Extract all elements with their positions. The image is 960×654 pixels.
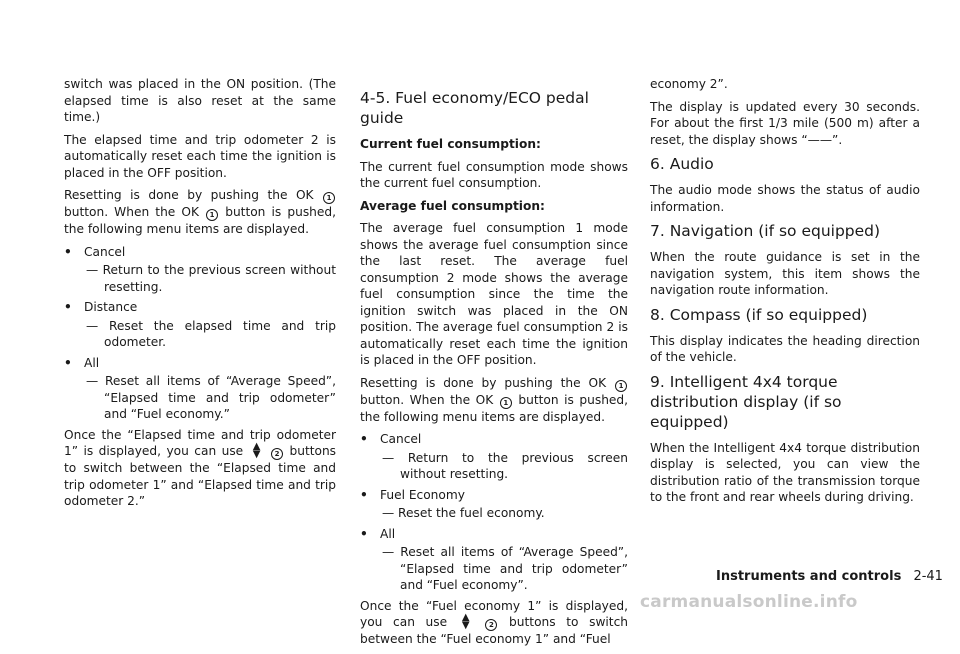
section-heading-4x4: 9. Intelligent 4x4 torque distribution display (if so equipped): [650, 372, 842, 431]
section-heading-audio: 6. Audio: [650, 155, 714, 173]
list-item-description: — Reset the fuel economy.: [382, 506, 545, 520]
subheading: Average fuel consumption:: [360, 198, 545, 213]
list-item-description: — Return to the previous screen without resetting.: [382, 450, 628, 481]
list-item: • Distance: [64, 300, 138, 314]
paragraph: Resetting is done by pushing the OK 1 button. When the OK 1 button is pushed, the following menu items are displayed.: [360, 375, 629, 424]
bullet-icon: •: [360, 526, 368, 541]
bullet-icon: •: [64, 244, 72, 259]
list-item-description: — Return to the previous screen without resetting.: [86, 263, 336, 294]
column-left: [64, 76, 336, 516]
paragraph: economy 2”.: [650, 77, 728, 91]
list-item-description: — Reset all items of “Average Speed”, “Elapsed time and trip odometer” and “Fuel economy”.: [382, 545, 628, 592]
paragraph: When the route guidance is set in the navigation system, this item shows the navigation route information.: [650, 250, 920, 297]
list-item: • Fuel Economy: [360, 487, 465, 502]
section-heading-navigation: 7. Navigation (if so equipped): [650, 222, 881, 240]
arrow-button-icon: 2: [485, 619, 497, 631]
paragraph: Resetting is done by pushing the OK 1 button. When the OK 1 button is pushed, the following menu items are displayed.: [64, 188, 336, 236]
paragraph: The average fuel consumption 1 mode shows the average fuel consumption since the last reset. The average fuel consumption 2 mode shows the average fuel consumption since the time the ignition switch was placed in the ON position. The average fuel consumption 2 is automatically reset each time the ignition is placed in the OFF position.: [360, 221, 628, 367]
list-item: • All: [64, 355, 100, 370]
paragraph: Once the “Elapsed time and trip odometer 1” is displayed, you can use ▲ ▼ 2 buttons to switch between the “Elapsed time and trip odometer 1” and “Elapsed time and trip odometer 2.”: [64, 427, 337, 508]
paragraph: The elapsed time and trip odometer 2 is automatically reset each time the ignition is placed in the OFF position.: [64, 132, 336, 180]
paragraph: The audio mode shows the status of audio information.: [650, 183, 920, 214]
paragraph: The current fuel consumption mode shows the current fuel consumption.: [360, 159, 628, 190]
up-down-arrow-icon: ▲ ▼: [461, 612, 470, 631]
paragraph: Once the “Fuel economy 1” is displayed, you can use ▲ ▼ 2 buttons to switch between the “Fuel economy 1” and “Fuel: [360, 598, 629, 646]
ok-button-icon: 1: [323, 192, 335, 204]
list-item-description: — Reset all items of “Average Speed”, “Elapsed time and trip odometer” and “Fuel economy.”: [86, 374, 336, 421]
bullet-icon: •: [360, 487, 368, 502]
ok-button-icon: 1: [500, 397, 512, 409]
paragraph: When the Intelligent 4x4 torque distribution display is selected, you can view the distribution ratio of the transmission torque to the front and rear wheels during driving.: [650, 440, 920, 504]
page-footer: [716, 569, 943, 584]
bullet-icon: •: [64, 355, 72, 370]
footer-section-title: Instruments and controls: [716, 569, 902, 584]
list-item: • Cancel: [64, 244, 126, 259]
up-down-arrow-icon: ▲ ▼: [252, 441, 261, 460]
ok-button-icon: 1: [206, 209, 218, 221]
page-number: 2-41: [913, 569, 943, 584]
section-heading: 4-5. Fuel economy/ECO pedal guide: [360, 89, 589, 127]
ok-button-icon: 1: [615, 380, 627, 392]
list-item-description: — Reset the elapsed time and trip odometer.: [86, 318, 336, 349]
paragraph: The display is updated every 30 seconds. For about the first 1/3 mile (500 m) after a reset, the display shows “——”.: [650, 99, 920, 147]
list-item: • Cancel: [360, 432, 422, 446]
column-right: [650, 76, 920, 512]
bullet-icon: •: [64, 300, 72, 314]
column-middle: [360, 84, 628, 654]
paragraph: This display indicates the heading direction of the vehicle.: [650, 333, 920, 364]
arrow-button-icon: 2: [271, 448, 283, 460]
section-heading-compass: 8. Compass (if so equipped): [650, 305, 868, 324]
subheading: Current fuel consumption:: [360, 137, 541, 151]
list-item: • All: [360, 526, 396, 541]
bullet-icon: •: [360, 432, 368, 446]
watermark: carmanualsonline.info: [640, 592, 858, 612]
paragraph: switch was placed in the ON position. (The elapsed time is also reset at the same time.): [64, 77, 336, 124]
